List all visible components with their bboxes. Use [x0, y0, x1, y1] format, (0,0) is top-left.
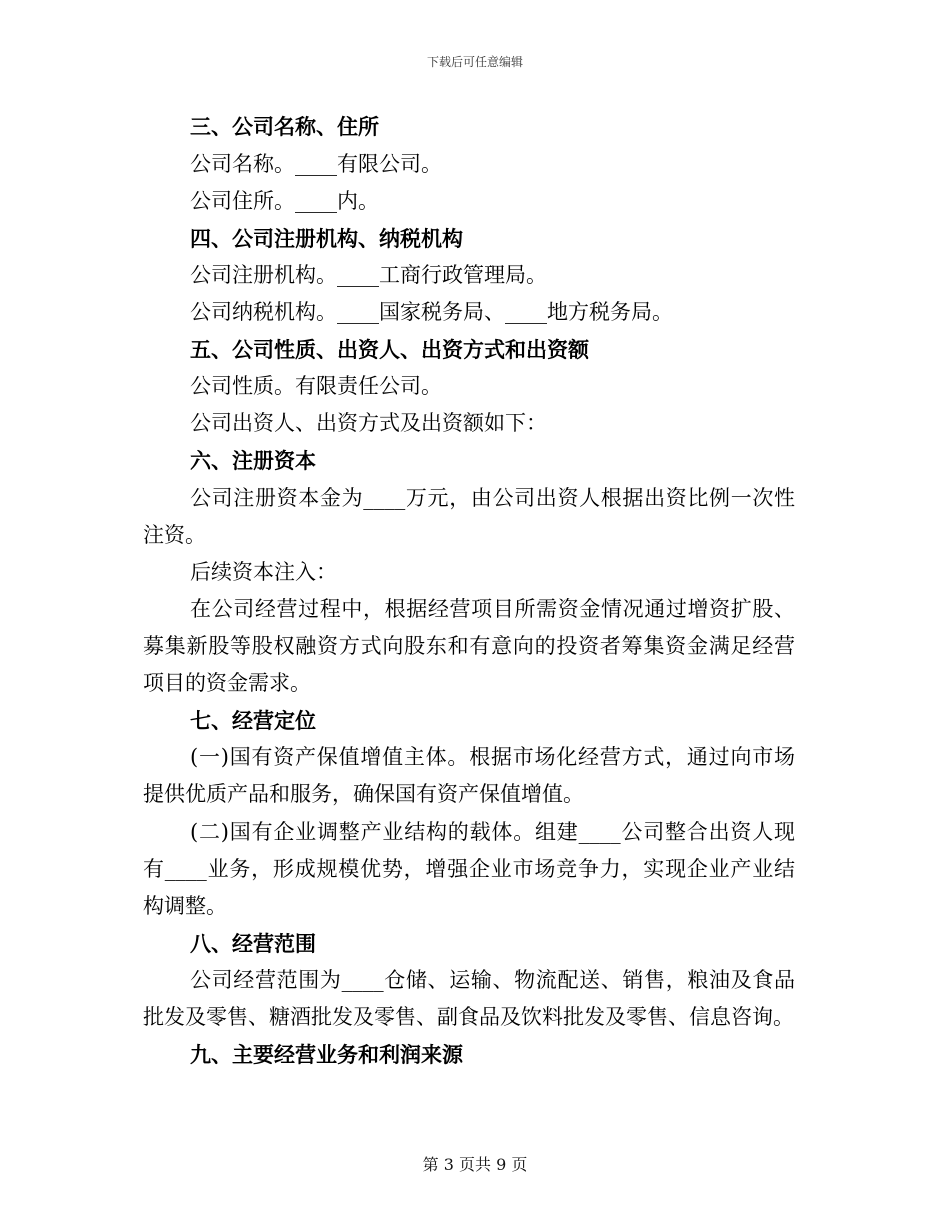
paragraph [143, 405, 795, 442]
paragraph [143, 962, 795, 1036]
paragraph [143, 257, 795, 294]
paragraph [143, 591, 795, 702]
page-number: 第 3 页共 9 页 [422, 1155, 528, 1174]
section-heading-block [143, 108, 795, 145]
section-heading: 七、经营定位 [190, 708, 316, 734]
section-heading-block [143, 442, 795, 479]
paragraph-line: (一)国有资产保值增值主体。根据市场化经营方式，通过向市场 [190, 745, 795, 770]
paragraph [143, 480, 795, 554]
section-heading-block [143, 331, 795, 368]
section-heading: 六、注册资本 [190, 448, 316, 474]
paragraph [143, 368, 795, 405]
paragraph-line: 后续资本注入： [190, 559, 337, 584]
paragraph-line: 项目的资金需求。 [143, 671, 311, 696]
section-heading: 八、经营范围 [190, 930, 316, 956]
paragraph [143, 183, 795, 220]
paragraph [143, 294, 795, 331]
paragraph-line: 注资。 [143, 522, 206, 547]
paragraph-line: 募集新股等股权融资方式向股东和有意向的投资者筹集资金满足经营 [143, 633, 795, 658]
section-heading: 四、公司注册机构、纳税机构 [190, 225, 463, 251]
section-heading: 三、公司名称、住所 [190, 114, 379, 140]
section-heading-block [143, 1036, 795, 1073]
section-heading: 五、公司性质、出资人、出资方式和出资额 [190, 337, 589, 363]
paragraph-line: 批发及零售、糖酒批发及零售、副食品及饮料批发及零售、信息咨询。 [143, 1005, 794, 1030]
paragraph-line: 提供优质产品和服务，确保国有资产保值增值。 [143, 782, 584, 807]
section-heading-block [143, 702, 795, 739]
paragraph [143, 739, 795, 813]
paragraph-line: (二)国有企业调整产业结构的载体。组建____公司整合出资人现 [190, 819, 795, 844]
paragraph-line: 公司出资人、出资方式及出资额如下： [190, 411, 547, 436]
paragraph [143, 554, 795, 591]
paragraph-line: 公司注册机构。____工商行政管理局。 [190, 262, 547, 287]
section-heading: 九、主要经营业务和利润来源 [190, 1042, 463, 1068]
paragraph-line: 构调整。 [143, 893, 227, 918]
paragraph-line: 公司住所。____内。 [190, 188, 379, 213]
document-body [143, 108, 795, 1073]
section-heading-block [143, 220, 795, 257]
paragraph-line: 在公司经营过程中，根据经营项目所需资金情况通过增资扩股、 [190, 596, 795, 621]
paragraph [143, 814, 795, 925]
paragraph-line: 公司性质。有限责任公司。 [190, 374, 442, 399]
paragraph-line: 公司名称。____有限公司。 [190, 151, 442, 176]
paragraph [143, 146, 795, 183]
paragraph-line: 有____业务，形成规模优势，增强企业市场竞争力，实现企业产业结 [143, 856, 795, 881]
page-header-note: 下载后可任意编辑 [426, 55, 523, 69]
paragraph-line: 公司纳税机构。____国家税务局、____地方税务局。 [190, 299, 673, 324]
paragraph-line: 公司注册资本金为____万元，由公司出资人根据出资比例一次性 [190, 485, 795, 510]
section-heading-block [143, 925, 795, 962]
paragraph-line: 公司经营范围为____仓储、运输、物流配送、销售，粮油及食品 [190, 967, 795, 992]
